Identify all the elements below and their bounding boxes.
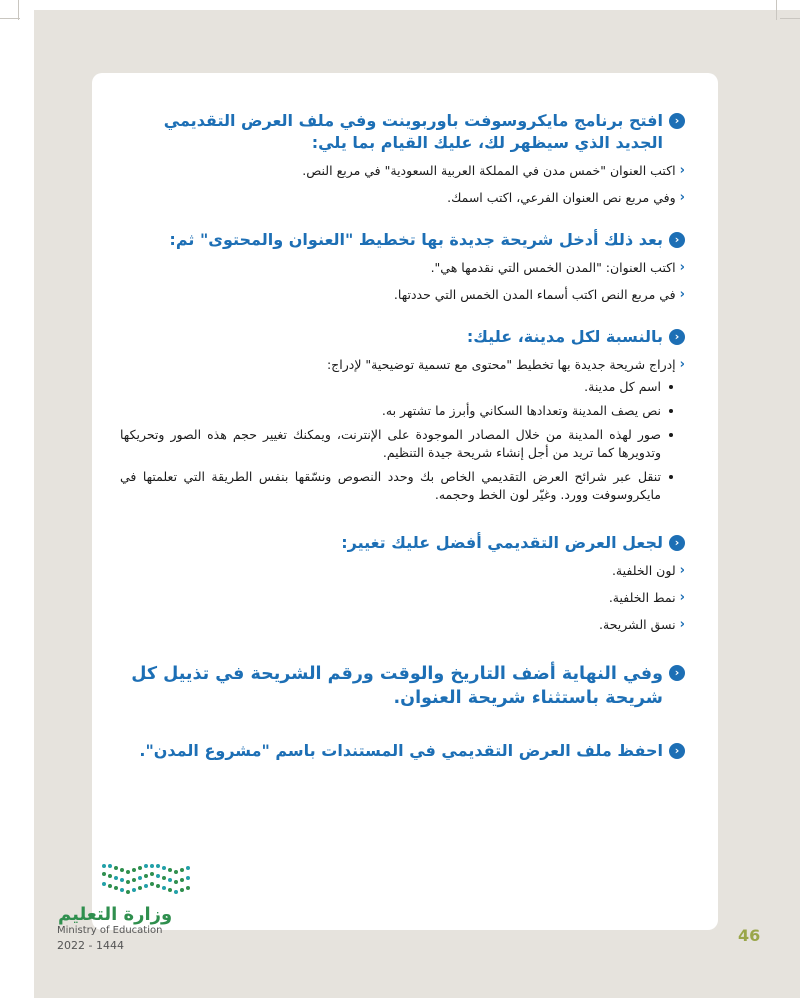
- list-item: [120, 259, 685, 277]
- chevron-circle-icon: ‹: [669, 535, 685, 551]
- chevron-left-icon: ‹: [679, 590, 685, 605]
- crop-mark: [776, 0, 777, 20]
- item-text: اكتب العنوان: "المدن الخمس التي نقدمها هي".: [430, 260, 676, 275]
- list-item: [120, 356, 685, 374]
- chevron-circle-icon: ‹: [669, 743, 685, 759]
- section-improve: [120, 532, 685, 634]
- section-heading: [120, 662, 685, 710]
- section-each-city: [120, 326, 685, 504]
- bullet-item: صور لهذه المدينة من خلال المصادر الموجودة على الإنترنت، ويمكنك تغيير حجم هذه الصور وتحريكها وتدويرها كما تريد من أجل إنشاء شريحة جيدة التنظيم.: [120, 426, 673, 462]
- year-label: 2022 - 1444: [57, 939, 124, 952]
- chevron-circle-icon: ‹: [669, 113, 685, 129]
- item-text: إدراج شريحة جديدة بها تخطيط "محتوى مع تسمية توضيحية" لإدراج:: [326, 357, 676, 372]
- section-heading: [120, 740, 685, 762]
- chevron-circle-icon: ‹: [669, 232, 685, 248]
- section-save: [120, 740, 685, 762]
- item-text: لون الخلفية.: [611, 563, 676, 578]
- chevron-left-icon: ‹: [679, 357, 685, 372]
- list-item: [120, 286, 685, 304]
- heading-text: بالنسبة لكل مدينة، عليك:: [466, 327, 663, 346]
- section-heading: [120, 532, 685, 554]
- bullet-item: اسم كل مدينة.: [120, 378, 673, 396]
- item-text: نسق الشريحة.: [599, 617, 676, 632]
- section-heading: [120, 326, 685, 348]
- item-text: في مربع النص اكتب أسماء المدن الخمس التي حددتها.: [393, 287, 676, 302]
- heading-text: لجعل العرض التقديمي أفضل عليك تغيير:: [341, 533, 663, 552]
- section-open-powerpoint: [120, 110, 685, 207]
- list-item: [120, 162, 685, 180]
- list-item: [120, 589, 685, 607]
- heading-text: بعد ذلك أدخل شريحة جديدة بها تخطيط "العنوان والمحتوى" ثم:: [169, 230, 663, 249]
- section-heading: [120, 229, 685, 251]
- logo-arabic-text: وزارة التعليم: [58, 904, 173, 925]
- list-item: [120, 189, 685, 207]
- chevron-left-icon: ‹: [679, 617, 685, 632]
- crop-mark: [18, 0, 19, 20]
- bullet-item: نص يصف المدينة وتعدادها السكاني وأبرز ما تشتهر به.: [120, 402, 673, 420]
- bullet-item: تنقل عبر شرائح العرض التقديمي الخاص بك وحدد النصوص ونسّقها بنفس الطريقة التي تعلمتها في مايكروسوفت وورد. وغيّر لون الخط وحجمه.: [120, 468, 673, 504]
- item-text: اكتب العنوان "خمس مدن في المملكة العربية السعودية" في مربع النص.: [302, 163, 676, 178]
- chevron-left-icon: ‹: [679, 190, 685, 205]
- crop-mark: [0, 18, 20, 19]
- item-text: نمط الخلفية.: [608, 590, 676, 605]
- section-footer-info: [120, 662, 685, 710]
- crop-mark: [780, 18, 800, 19]
- chevron-left-icon: ‹: [679, 260, 685, 275]
- heading-text: احفظ ملف العرض التقديمي في المستندات باسم "مشروع المدن".: [139, 741, 663, 760]
- item-text: وفي مربع نص العنوان الفرعي، اكتب اسمك.: [447, 190, 676, 205]
- logo-dots-icon: [102, 864, 190, 894]
- heading-text: افتح برنامج مايكروسوفت باوربوينت وفي ملف العرض التقديمي الجديد الذي سيظهر لك، عليك القيام بما يلي:: [163, 111, 663, 152]
- chevron-left-icon: ‹: [679, 163, 685, 178]
- list-item: [120, 562, 685, 580]
- logo-english-text: Ministry of Education: [57, 925, 163, 936]
- chevron-circle-icon: ‹: [669, 329, 685, 345]
- section-new-slide: [120, 229, 685, 304]
- list-item: [120, 616, 685, 634]
- chevron-circle-icon: ‹: [669, 665, 685, 681]
- bullet-list: [120, 378, 673, 504]
- instructions: [120, 110, 685, 784]
- chevron-left-icon: ‹: [679, 287, 685, 302]
- heading-text: وفي النهاية أضف التاريخ والوقت ورقم الشريحة في تذييل كل شريحة باستثناء شريحة العنوان.: [131, 664, 663, 708]
- page-number: 46: [738, 926, 761, 945]
- section-heading: [120, 110, 685, 154]
- chevron-left-icon: ‹: [679, 563, 685, 578]
